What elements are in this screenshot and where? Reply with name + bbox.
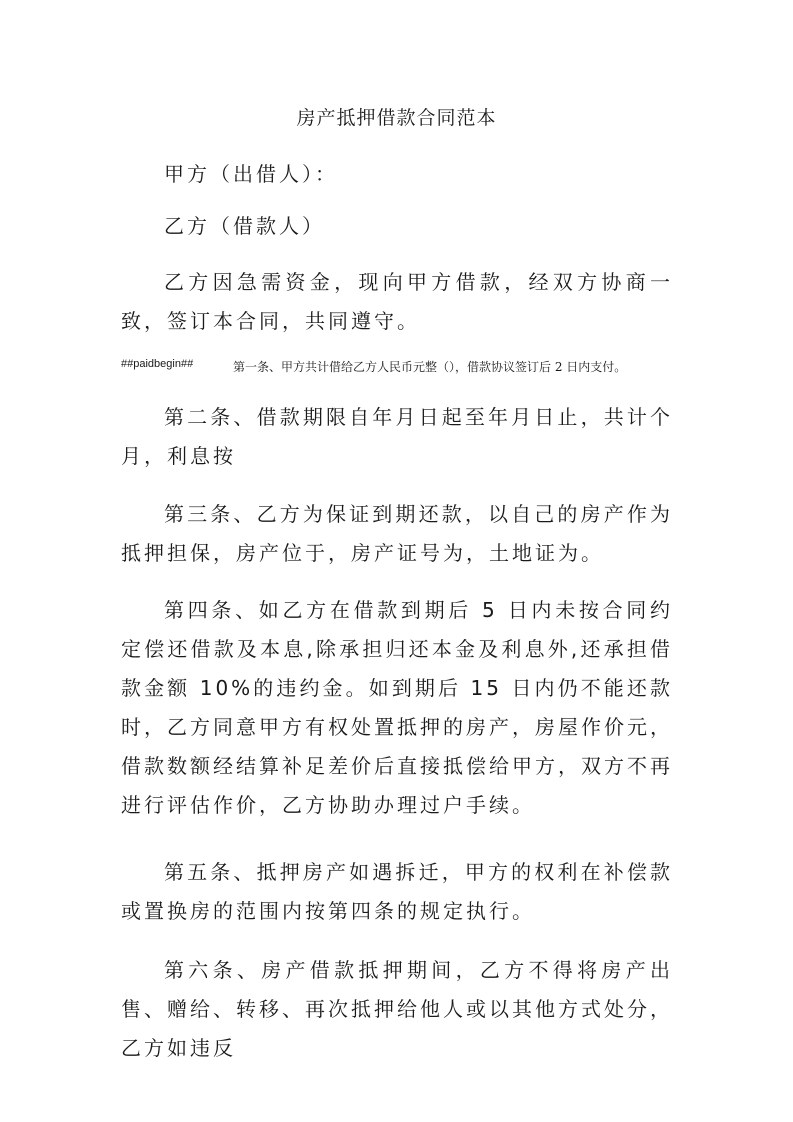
party-b-line: 乙方（借款人） bbox=[164, 214, 325, 238]
article-4-paragraph: 第四条、如乙方在借款到期后 5 日内未按合同约定偿还借款及本息,除承担归还本金及利息外,还承担借款金额 10%的违约金。如到期后 15 日内仍不能还款时，乙方同意甲方有权处置抵押的房产，房屋作价元，借款数额经结算补足差价后直接抵偿给甲方，双方不再进行评估作价，乙方协助办理过户手续。 bbox=[121, 598, 673, 817]
paid-marker: ##paidbegin## bbox=[121, 358, 194, 370]
document-title: 房产抵押借款合同范本 bbox=[296, 107, 497, 129]
article-3-paragraph: 第三条、乙方为保证到期还款，以自己的房产作为抵押担保，房产位于，房产证号为，土地证为。 bbox=[121, 502, 673, 565]
party-a-line: 甲方（出借人）： bbox=[164, 162, 338, 186]
intro-paragraph: 乙方因急需资金，现向甲方借款，经双方协商一致，签订本合同，共同遵守。 bbox=[121, 270, 673, 333]
article-2-paragraph: 第二条、借款期限自年月日起至年月日止，共计个月，利息按 bbox=[121, 405, 673, 468]
article-1-text: 第一条、甲方共计借给乙方人民币元整（），借款协议签订后 2 日内支付。 bbox=[233, 360, 627, 374]
article-1-line bbox=[121, 358, 681, 378]
article-6-paragraph: 第六条、房产借款抵押期间，乙方不得将房产出售、赠给、转移、再次抵押给他人或以其他方式处分，乙方如违反 bbox=[121, 958, 673, 1060]
article-5-paragraph: 第五条、抵押房产如遇拆迁，甲方的权利在补偿款或置换房的范围内按第四条的规定执行。 bbox=[121, 860, 673, 923]
